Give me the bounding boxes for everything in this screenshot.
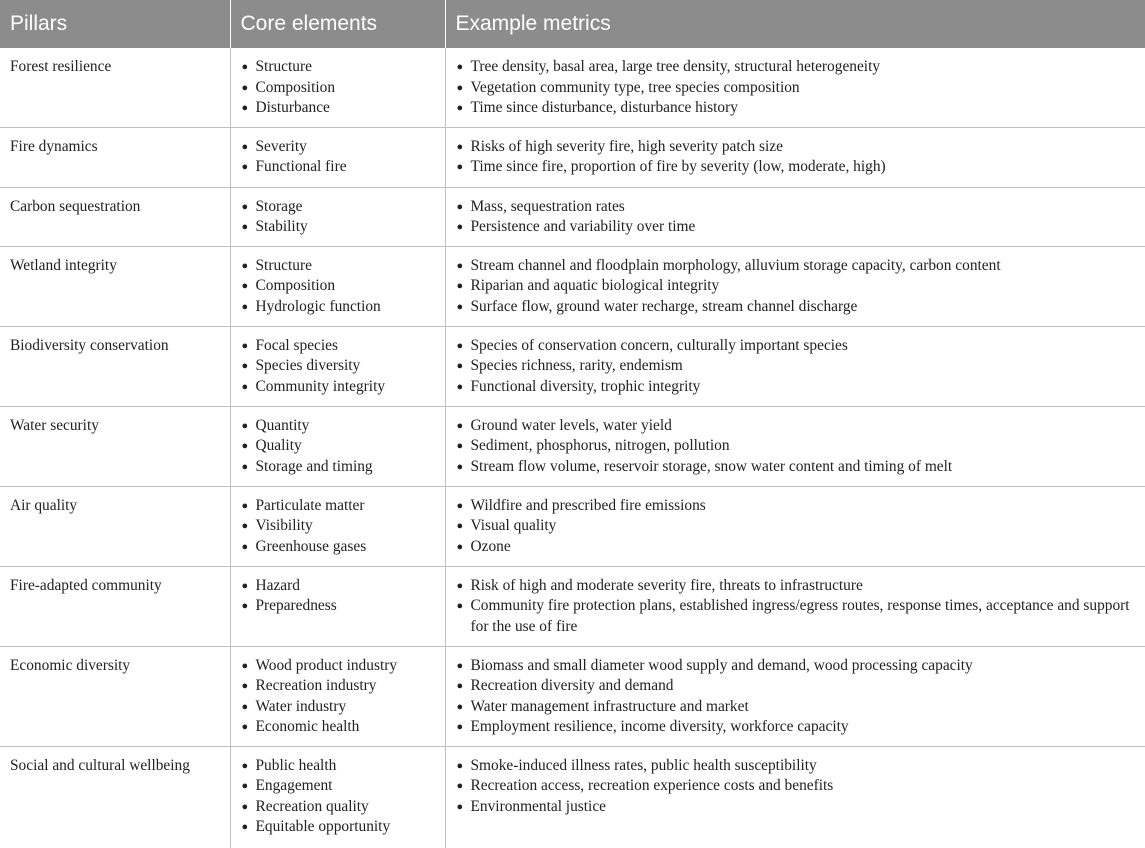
table-row bbox=[0, 486, 1145, 566]
bullet-icon: ● bbox=[456, 540, 464, 553]
metric-item-text: Recreation diversity and demand bbox=[470, 677, 674, 694]
core-elements-cell bbox=[230, 566, 445, 646]
core-element-item-text: Disturbance bbox=[255, 99, 330, 116]
bullet-icon: ● bbox=[456, 81, 464, 94]
bullet-icon: ● bbox=[456, 61, 464, 73]
bullet-icon: ● bbox=[456, 759, 464, 772]
core-element-item bbox=[241, 356, 435, 377]
example-metrics-cell bbox=[445, 326, 1145, 406]
core-element-item bbox=[241, 377, 435, 398]
bullet-icon: ● bbox=[456, 259, 464, 272]
core-element-item bbox=[241, 78, 435, 99]
metric-item-text: Visual quality bbox=[470, 517, 557, 534]
bullet-icon: ● bbox=[241, 780, 249, 792]
metric-item bbox=[456, 256, 1136, 277]
core-element-item-text: Storage bbox=[255, 197, 303, 215]
core-elements-cell bbox=[230, 127, 445, 187]
bullet-icon: ● bbox=[241, 380, 249, 393]
bullet-icon: ● bbox=[241, 102, 249, 114]
table-row bbox=[0, 246, 1145, 326]
metric-item-text: Tree density, basal area, large tree density, structural heterogeneity bbox=[470, 58, 881, 75]
core-element-item bbox=[241, 516, 435, 537]
pillar-cell: Fire-adapted community bbox=[0, 566, 230, 646]
metric-item bbox=[456, 356, 1136, 377]
pillar-cell: Carbon sequestration bbox=[0, 187, 230, 246]
example-metrics-cell bbox=[445, 246, 1145, 326]
bullet-icon: ● bbox=[241, 499, 249, 512]
bullet-icon: ● bbox=[456, 161, 464, 173]
metric-item bbox=[456, 656, 1136, 677]
core-element-item-text: Visibility bbox=[255, 517, 313, 534]
bullet-icon: ● bbox=[456, 800, 464, 813]
example-metrics-cell bbox=[445, 746, 1145, 848]
bullet-icon: ● bbox=[241, 579, 249, 592]
example-metrics-cell bbox=[445, 406, 1145, 486]
core-elements-cell-list bbox=[241, 197, 435, 238]
core-elements-cell-list bbox=[241, 336, 435, 398]
example-metrics-cell-list bbox=[456, 496, 1136, 558]
pillar-cell: Social and cultural wellbeing bbox=[0, 746, 230, 848]
bullet-icon: ● bbox=[241, 540, 249, 553]
core-elements-cell bbox=[230, 486, 445, 566]
core-element-item-text: Focal species bbox=[255, 336, 338, 354]
core-elements-cell bbox=[230, 246, 445, 326]
metric-item bbox=[456, 537, 1136, 558]
metric-item-text: Time since disturbance, disturbance history bbox=[470, 99, 738, 116]
metric-item-text: Sediment, phosphorus, nitrogen, pollution bbox=[470, 437, 730, 454]
bullet-icon: ● bbox=[241, 280, 249, 292]
header-row bbox=[0, 0, 1145, 48]
core-element-item bbox=[241, 197, 435, 218]
metric-item bbox=[456, 416, 1136, 437]
metric-item bbox=[456, 697, 1136, 718]
bullet-icon: ● bbox=[241, 520, 249, 532]
table-row bbox=[0, 48, 1145, 127]
pillar-cell: Forest resilience bbox=[0, 48, 230, 127]
core-element-item-text: Stability bbox=[255, 218, 308, 235]
bullet-icon: ● bbox=[241, 339, 249, 352]
metric-item-text: Vegetation community type, tree species composition bbox=[470, 78, 800, 96]
core-element-item-text: Economic health bbox=[255, 718, 360, 735]
core-element-item bbox=[241, 797, 435, 818]
bullet-icon: ● bbox=[456, 659, 464, 672]
core-elements-cell-list bbox=[241, 137, 435, 178]
core-element-item-text: Particulate matter bbox=[255, 496, 365, 514]
table-row bbox=[0, 566, 1145, 646]
bullet-icon: ● bbox=[241, 659, 249, 672]
bullet-icon: ● bbox=[456, 780, 464, 792]
metric-item bbox=[456, 377, 1136, 398]
metric-item-text: Functional diversity, trophic integrity bbox=[470, 377, 701, 395]
core-elements-cell-list bbox=[241, 496, 435, 558]
metric-item-text: Recreation access, recreation experience costs and benefits bbox=[470, 777, 834, 794]
core-element-item bbox=[241, 336, 435, 357]
core-element-item bbox=[241, 276, 435, 297]
example-metrics-cell bbox=[445, 566, 1145, 646]
metric-item-text: Risks of high severity fire, high severity patch size bbox=[470, 137, 783, 155]
core-element-item-text: Hydrologic function bbox=[255, 297, 381, 315]
core-element-item bbox=[241, 576, 435, 597]
core-element-item-text: Recreation industry bbox=[255, 677, 377, 694]
bullet-icon: ● bbox=[241, 759, 249, 772]
core-element-item-text: Composition bbox=[255, 277, 336, 294]
core-elements-cell bbox=[230, 48, 445, 127]
core-element-item bbox=[241, 256, 435, 277]
metric-item bbox=[456, 137, 1136, 158]
core-element-item-text: Storage and timing bbox=[255, 457, 373, 475]
header-pillars: Pillars bbox=[0, 0, 230, 48]
core-elements-cell-list bbox=[241, 756, 435, 838]
example-metrics-cell-list bbox=[456, 197, 1136, 238]
core-element-item-text: Preparedness bbox=[255, 597, 337, 614]
core-element-item-text: Structure bbox=[255, 256, 312, 274]
metric-item bbox=[456, 197, 1136, 218]
example-metrics-cell-list bbox=[456, 137, 1136, 178]
metric-item-text: Employment resilience, income diversity, workforce capacity bbox=[470, 718, 849, 735]
bullet-icon: ● bbox=[456, 280, 464, 292]
bullet-icon: ● bbox=[456, 460, 464, 473]
table-row bbox=[0, 746, 1145, 848]
core-element-item bbox=[241, 756, 435, 777]
pillar-cell: Economic diversity bbox=[0, 646, 230, 746]
metric-item bbox=[456, 276, 1136, 297]
core-element-item-text: Greenhouse gases bbox=[255, 537, 367, 555]
example-metrics-cell-list bbox=[456, 57, 1136, 119]
bullet-icon: ● bbox=[241, 259, 249, 272]
core-element-item-text: Quantity bbox=[255, 416, 310, 434]
bullet-icon: ● bbox=[241, 140, 249, 153]
core-element-item bbox=[241, 496, 435, 517]
example-metrics-cell bbox=[445, 486, 1145, 566]
table-row bbox=[0, 187, 1145, 246]
core-element-item bbox=[241, 217, 435, 238]
core-element-item-text: Engagement bbox=[255, 777, 333, 794]
table-body bbox=[0, 48, 1145, 848]
metric-item-text: Risk of high and moderate severity fire, threats to infrastructure bbox=[470, 576, 863, 594]
bullet-icon: ● bbox=[456, 721, 464, 733]
pillar-cell: Biodiversity conservation bbox=[0, 326, 230, 406]
core-element-item bbox=[241, 137, 435, 158]
core-element-item-text: Public health bbox=[255, 756, 337, 774]
bullet-icon: ● bbox=[456, 300, 464, 313]
metric-item-text: Smoke-induced illness rates, public health susceptibility bbox=[470, 756, 817, 774]
core-element-item bbox=[241, 98, 435, 119]
bullet-icon: ● bbox=[456, 419, 464, 432]
bullet-icon: ● bbox=[241, 721, 249, 733]
core-element-item bbox=[241, 297, 435, 318]
bullet-icon: ● bbox=[241, 161, 249, 173]
bullet-icon: ● bbox=[241, 61, 249, 73]
core-element-item-text: Community integrity bbox=[255, 377, 386, 395]
bullet-icon: ● bbox=[241, 460, 249, 473]
core-element-item-text: Composition bbox=[255, 78, 336, 96]
metric-item bbox=[456, 596, 1136, 637]
metric-item bbox=[456, 756, 1136, 777]
metric-item bbox=[456, 676, 1136, 697]
pillar-cell: Fire dynamics bbox=[0, 127, 230, 187]
core-element-item-text: Wood product industry bbox=[255, 656, 398, 674]
bullet-icon: ● bbox=[456, 440, 464, 452]
metric-item-text: Ozone bbox=[470, 537, 511, 555]
core-element-item bbox=[241, 697, 435, 718]
core-element-item bbox=[241, 656, 435, 677]
example-metrics-cell-list bbox=[456, 336, 1136, 398]
metric-item bbox=[456, 776, 1136, 797]
bullet-icon: ● bbox=[241, 81, 249, 94]
bullet-icon: ● bbox=[241, 600, 249, 612]
core-elements-cell-list bbox=[241, 656, 435, 738]
bullet-icon: ● bbox=[456, 600, 464, 612]
metric-item bbox=[456, 336, 1136, 357]
core-element-item-text: Species diversity bbox=[255, 357, 361, 374]
core-element-item bbox=[241, 676, 435, 697]
bullet-icon: ● bbox=[456, 221, 464, 233]
core-elements-cell-list bbox=[241, 256, 435, 318]
core-elements-cell-list bbox=[241, 576, 435, 617]
metric-item-text: Mass, sequestration rates bbox=[470, 197, 625, 215]
metric-item bbox=[456, 98, 1136, 119]
table-header bbox=[0, 0, 1145, 48]
header-example-metrics: Example metrics bbox=[445, 0, 1145, 48]
core-element-item-text: Water industry bbox=[255, 697, 347, 715]
bullet-icon: ● bbox=[241, 200, 249, 213]
header-core-elements: Core elements bbox=[230, 0, 445, 48]
bullet-icon: ● bbox=[456, 200, 464, 213]
example-metrics-cell-list bbox=[456, 656, 1136, 738]
bullet-icon: ● bbox=[456, 360, 464, 372]
metric-item-text: Surface flow, ground water recharge, stream channel discharge bbox=[470, 297, 858, 315]
example-metrics-cell-list bbox=[456, 576, 1136, 638]
core-elements-cell-list bbox=[241, 57, 435, 119]
core-element-item bbox=[241, 817, 435, 838]
core-element-item-text: Recreation quality bbox=[255, 797, 369, 815]
metric-item bbox=[456, 78, 1136, 99]
core-element-item bbox=[241, 416, 435, 437]
metric-item-text: Stream flow volume, reservoir storage, snow water content and timing of melt bbox=[470, 457, 953, 475]
metric-item-text: Stream channel and floodplain morphology, alluvium storage capacity, carbon content bbox=[470, 256, 1001, 274]
core-element-item bbox=[241, 157, 435, 178]
example-metrics-cell bbox=[445, 48, 1145, 127]
metric-item-text: Species richness, rarity, endemism bbox=[470, 357, 683, 374]
metric-item bbox=[456, 576, 1136, 597]
metric-item bbox=[456, 717, 1136, 738]
pillar-cell: Wetland integrity bbox=[0, 246, 230, 326]
core-element-item bbox=[241, 457, 435, 478]
bullet-icon: ● bbox=[241, 700, 249, 713]
core-element-item-text: Functional fire bbox=[255, 158, 347, 175]
metric-item-text: Species of conservation concern, culturally important species bbox=[470, 336, 848, 354]
bullet-icon: ● bbox=[241, 800, 249, 813]
core-element-item bbox=[241, 717, 435, 738]
bullet-icon: ● bbox=[456, 140, 464, 153]
bullet-icon: ● bbox=[456, 700, 464, 713]
bullet-icon: ● bbox=[241, 419, 249, 432]
core-element-item bbox=[241, 537, 435, 558]
metric-item-text: Time since fire, proportion of fire by severity (low, moderate, high) bbox=[470, 158, 886, 175]
example-metrics-cell bbox=[445, 646, 1145, 746]
metric-item bbox=[456, 217, 1136, 238]
bullet-icon: ● bbox=[241, 680, 249, 692]
core-element-item-text: Quality bbox=[255, 437, 302, 454]
metric-item-text: Ground water levels, water yield bbox=[470, 416, 672, 434]
metric-item bbox=[456, 516, 1136, 537]
example-metrics-cell bbox=[445, 127, 1145, 187]
metric-item-text: Riparian and aquatic biological integrity bbox=[470, 277, 720, 294]
metric-item-text: Environmental justice bbox=[470, 797, 606, 815]
core-elements-cell bbox=[230, 746, 445, 848]
bullet-icon: ● bbox=[456, 520, 464, 532]
metric-item bbox=[456, 436, 1136, 457]
example-metrics-cell-list bbox=[456, 256, 1136, 318]
metric-item-text: Community fire protection plans, established ingress/egress routes, response times, acceptance and support for the use of fire bbox=[470, 597, 1130, 635]
core-element-item-text: Severity bbox=[255, 137, 307, 155]
core-element-item bbox=[241, 436, 435, 457]
bullet-icon: ● bbox=[241, 360, 249, 372]
table-row bbox=[0, 127, 1145, 187]
metric-item-text: Biomass and small diameter wood supply and demand, wood processing capacity bbox=[470, 656, 973, 674]
metric-item bbox=[456, 57, 1136, 78]
bullet-icon: ● bbox=[456, 102, 464, 114]
metric-item bbox=[456, 457, 1136, 478]
metric-item-text: Wildfire and prescribed fire emissions bbox=[470, 496, 706, 514]
bullet-icon: ● bbox=[241, 440, 249, 452]
metric-item bbox=[456, 797, 1136, 818]
bullet-icon: ● bbox=[241, 821, 249, 833]
metric-item bbox=[456, 496, 1136, 517]
core-element-item bbox=[241, 57, 435, 78]
bullet-icon: ● bbox=[241, 221, 249, 233]
core-element-item bbox=[241, 776, 435, 797]
table-row bbox=[0, 406, 1145, 486]
bullet-icon: ● bbox=[456, 579, 464, 592]
pillar-cell: Air quality bbox=[0, 486, 230, 566]
metric-item-text: Persistence and variability over time bbox=[470, 218, 696, 235]
core-element-item-text: Hazard bbox=[255, 576, 300, 594]
metric-item bbox=[456, 297, 1136, 318]
table-row bbox=[0, 326, 1145, 406]
bullet-icon: ● bbox=[241, 300, 249, 313]
bullet-icon: ● bbox=[456, 339, 464, 352]
metric-item-text: Water management infrastructure and market bbox=[470, 697, 749, 715]
bullet-icon: ● bbox=[456, 499, 464, 512]
core-element-item bbox=[241, 596, 435, 617]
core-elements-cell bbox=[230, 326, 445, 406]
core-elements-cell-list bbox=[241, 416, 435, 478]
core-element-item-text: Structure bbox=[255, 58, 312, 75]
core-elements-cell bbox=[230, 187, 445, 246]
example-metrics-cell-list bbox=[456, 416, 1136, 478]
table-row bbox=[0, 646, 1145, 746]
example-metrics-cell-list bbox=[456, 756, 1136, 818]
core-elements-cell bbox=[230, 646, 445, 746]
example-metrics-cell bbox=[445, 187, 1145, 246]
core-elements-cell bbox=[230, 406, 445, 486]
bullet-icon: ● bbox=[456, 680, 464, 692]
core-element-item-text: Equitable opportunity bbox=[255, 818, 391, 835]
pillar-cell: Water security bbox=[0, 406, 230, 486]
metric-item bbox=[456, 157, 1136, 178]
bullet-icon: ● bbox=[456, 380, 464, 393]
